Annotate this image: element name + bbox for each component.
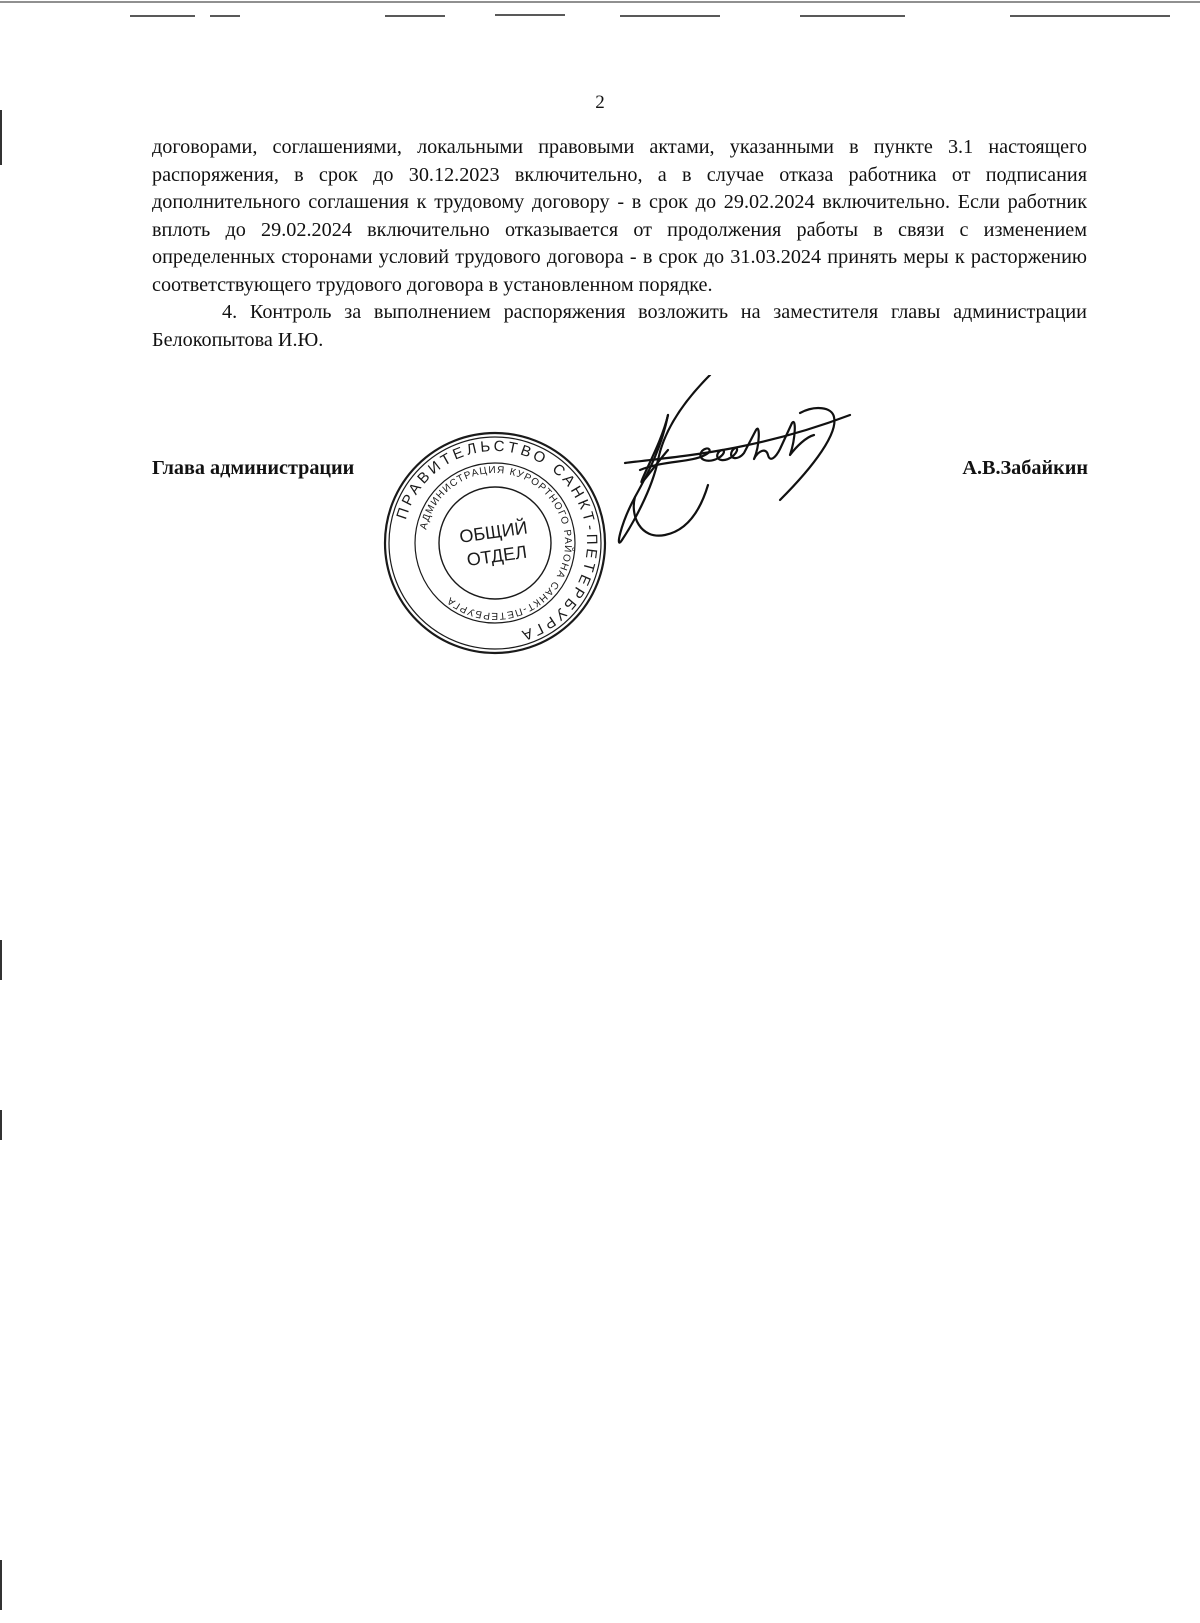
scan-artifact-left-edge [0,110,2,165]
scan-artifact-left-edge [0,940,2,980]
document-body [152,134,1087,354]
paragraph-continuation: договорами, соглашениями, локальными правовыми актами, указанными в пункте 3.1 настоящего распоряжения, в срок до 30.12.2023 включительно, а в случае отказа работника от подписания дополнительного соглашения к трудовому договору - в срок до 29.02.2024 включительно. Если работник вплоть до 29.02.2024 включительно отказывается от продолжения работы в связи с изменением определенных сторонами условий трудового договора - в срок до 31.03.2024 принять меры к расторжению соответствующего трудового договора в установленном порядке. [152,136,1087,296]
page-number: 2 [595,92,605,113]
official-seal-stamp [380,428,610,658]
handwritten-signature [610,375,870,575]
seal-center-line-2: ОТДЕЛ [465,541,529,570]
scan-artifact-left-edge [0,1560,2,1610]
seal-center-line-1: ОБЩИЙ [458,517,529,547]
signatory-name: А.В.Забайкин [962,457,1088,479]
seal-inner-text: АДМИНИСТРАЦИЯ КУРОРТНОГО РАЙОНА САНКТ-ПЕТЕРБУРГА [418,464,574,622]
seal-outer-text: ПРАВИТЕЛЬСТВО САНКТ-ПЕТЕРБУРГА [393,437,601,645]
paragraph-item-4: 4. Контроль за выполнением распоряжения возложить на заместителя главы администрации Белокопытова И.Ю. [152,301,1087,351]
scan-artifact-left-edge [0,1110,2,1140]
scan-artifact-top [0,0,1200,26]
signatory-position: Глава администрации [152,457,355,479]
